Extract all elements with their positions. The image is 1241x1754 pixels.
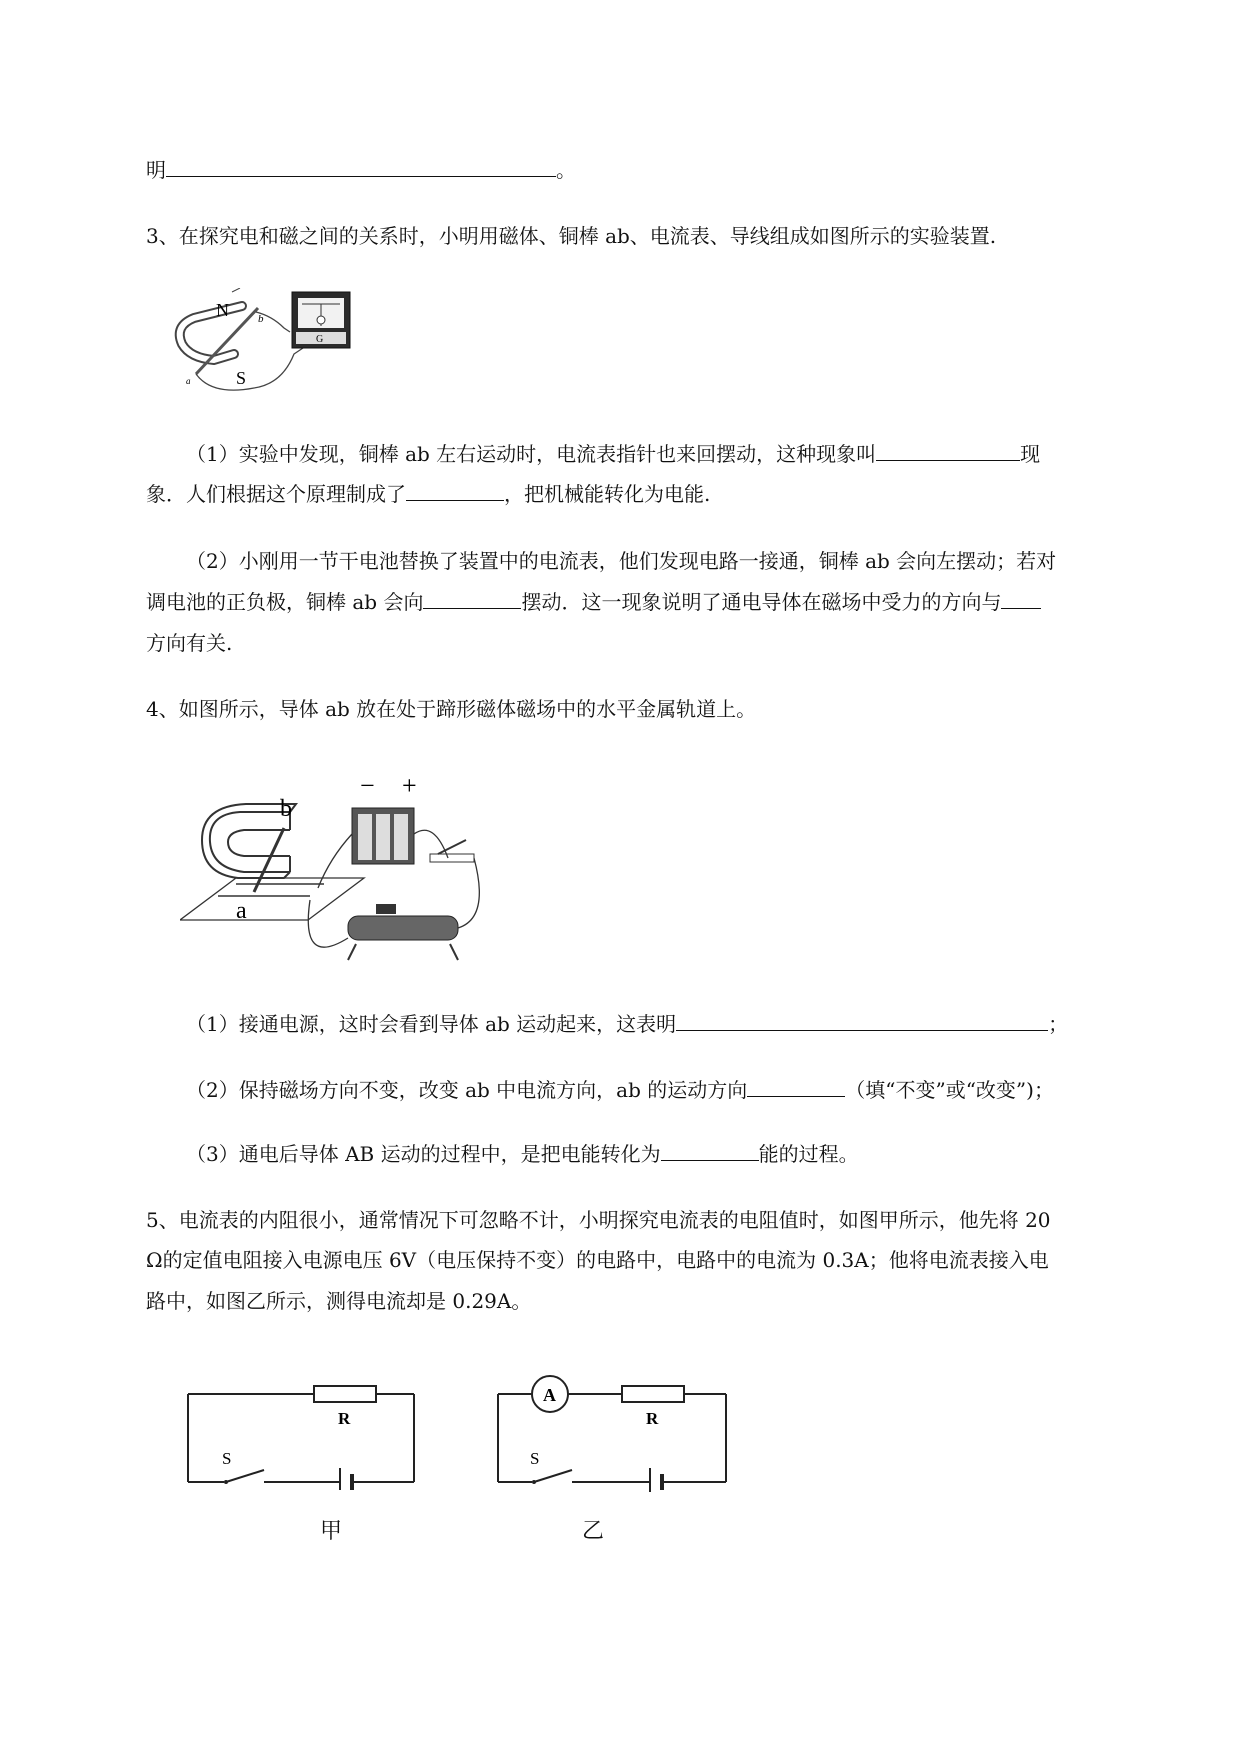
switch-s-label: S bbox=[222, 1449, 232, 1468]
answer-blank[interactable] bbox=[423, 588, 521, 609]
answer-blank[interactable] bbox=[676, 1010, 1048, 1031]
ammeter-a-label: A bbox=[543, 1385, 556, 1405]
resistor-r-label: R bbox=[338, 1409, 351, 1428]
rod-b-label: b bbox=[258, 313, 264, 325]
battery-minus-label: − bbox=[360, 771, 375, 800]
q5-line3: 路中，如图乙所示，测得电流却是 0.29A。 bbox=[146, 1289, 532, 1313]
switch-s-label: S bbox=[530, 1449, 540, 1468]
resistor bbox=[622, 1386, 684, 1402]
q3-part1-line1: （1）实验中发现，铜棒 ab 左右运动时，电流表指针也来回摆动，这种现象叫 现 bbox=[186, 442, 1041, 466]
conductor-a-label: a bbox=[236, 898, 247, 924]
answer-blank[interactable] bbox=[406, 480, 504, 501]
rod-a-label: a bbox=[186, 376, 191, 386]
battery-plus-label: + bbox=[402, 771, 417, 800]
answer-blank[interactable] bbox=[661, 1140, 759, 1161]
switch bbox=[226, 1470, 264, 1482]
caption-yi: 乙 bbox=[582, 1519, 605, 1544]
q4-figure bbox=[180, 768, 480, 968]
switch bbox=[534, 1470, 572, 1482]
answer-blank[interactable] bbox=[747, 1076, 845, 1097]
wire bbox=[458, 858, 479, 928]
magnet-s-label: S bbox=[236, 368, 247, 388]
meter-g-label: G bbox=[316, 334, 324, 345]
switch bbox=[430, 854, 474, 862]
q4-stem: 4、如图所示，导体 ab 放在处于蹄形磁体磁场中的水平金属轨道上。 bbox=[146, 697, 757, 721]
circuit-yi bbox=[494, 1368, 734, 1492]
conductor-b-label: b bbox=[280, 796, 292, 822]
rheostat bbox=[348, 916, 458, 940]
caption-jia: 甲 bbox=[320, 1519, 343, 1544]
q3-stem: 3、在探究电和磁之间的关系时，小明用磁体、铜棒 ab、电流表、导线组成如图所示的实验装置. bbox=[146, 224, 997, 248]
circuit-jia bbox=[184, 1370, 424, 1490]
q3-figure bbox=[172, 288, 372, 403]
resistor-r-label: R bbox=[646, 1409, 659, 1428]
resistor bbox=[314, 1386, 376, 1402]
wire bbox=[196, 342, 312, 390]
q5-line2: Ω的定值电阻接入电源电压 6V（电压保持不变）的电路中，电路中的电流为 0.3A；他将电流表接入电 bbox=[146, 1248, 1049, 1272]
q4-part1: （1）接通电源，这时会看到导体 ab 运动起来，这表明 ； bbox=[186, 1012, 1069, 1036]
magnet-n-label: N bbox=[216, 300, 229, 320]
q4-part2: （2）保持磁场方向不变，改变 ab 中电流方向，ab 的运动方向 （填“不变”或“改变”)； bbox=[186, 1078, 1054, 1102]
answer-blank[interactable] bbox=[166, 156, 556, 177]
q4-part3: （3）通电后导体 AB 运动的过程中，是把电能转化为 能的过程。 bbox=[186, 1142, 859, 1166]
answer-blank[interactable] bbox=[876, 440, 1020, 461]
answer-blank[interactable] bbox=[1001, 588, 1041, 609]
q3-part2-line1: （2）小刚用一节干电池替换了装置中的电流表，他们发现电路一接通，铜棒 ab 会向左摆动；若对 bbox=[186, 549, 1057, 573]
q3-part2-line2: 调电池的正负极，铜棒 ab 会向 摆动．这一现象说明了通电导体在磁场中受力的方向与 bbox=[146, 588, 1041, 616]
q5-line1: 5、电流表的内阻很小，通常情况下可忽略不计，小明探究电流表的电阻值时，如图甲所示，他先将 20 bbox=[146, 1208, 1051, 1232]
q3-part1-line2: 象．人们根据这个原理制成了 ，把机械能转化为电能. bbox=[146, 482, 711, 506]
q2-answer-line: 明 。 bbox=[146, 158, 576, 182]
q3-part2-line3: 方向有关. bbox=[146, 631, 233, 655]
